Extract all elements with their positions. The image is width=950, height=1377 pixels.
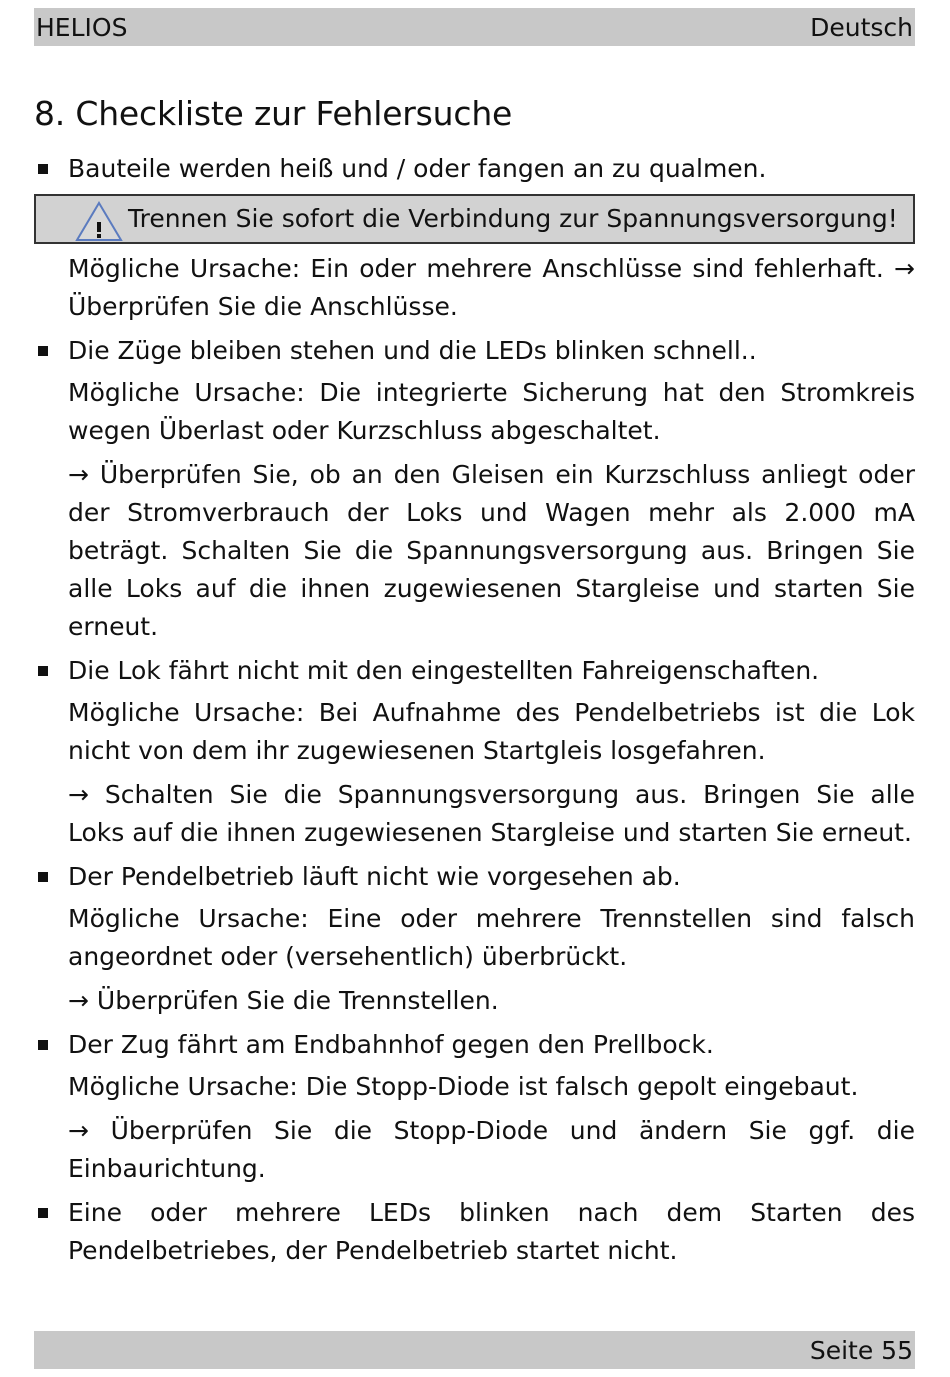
checklist-item <box>34 332 915 370</box>
bullet-square-icon <box>34 652 68 690</box>
bullet-square-icon <box>34 1026 68 1064</box>
item-cause: Mögliche Ursache: Eine oder mehrere Trennstellen sind falsch angeordnet oder (versehentlich) überbrückt. <box>68 904 915 971</box>
item-cause: Mögliche Ursache: Die Stopp-Diode ist falsch gepolt eingebaut. <box>68 1072 859 1101</box>
section-title: 8. Checkliste zur Fehlersuche <box>34 94 513 133</box>
item-symptom: Der Zug fährt am Endbahnhof gegen den Prellbock. <box>68 1030 714 1059</box>
warning-triangle-icon <box>74 200 124 242</box>
header-language: Deutsch <box>810 12 913 42</box>
page-number: Seite 55 <box>809 1335 913 1365</box>
bullet-square-icon <box>34 1194 68 1232</box>
item-symptom: Die Züge bleiben stehen und die LEDs blinken schnell.. <box>68 336 757 365</box>
item-symptom: Die Lok fährt nicht mit den eingestellten Fahreigenschaften. <box>68 656 820 685</box>
checklist-item <box>34 858 915 896</box>
page-header <box>34 8 915 46</box>
item-action: → Überprüfen Sie die Stopp-Diode und ändern Sie ggf. die Einbaurichtung. <box>68 1116 915 1183</box>
checklist-item <box>34 1194 915 1270</box>
item-action: → Überprüfen Sie die Trennstellen. <box>68 986 499 1015</box>
item-cause: Mögliche Ursache: Die integrierte Sicherung hat den Stromkreis wegen Überlast oder Kurzschluss abgeschaltet. <box>68 378 915 445</box>
item-action: → Überprüfen Sie, ob an den Gleisen ein Kurzschluss anliegt oder der Stromverbrauch der Loks und Wagen mehr als 2.000 mA beträgt. Schalten Sie die Spannungsversorgung aus. Bringen Sie alle Loks auf die ihnen zugewiesenen Stargleise und starten Sie erneut. <box>68 460 915 641</box>
item-action: → Schalten Sie die Spannungsversorgung aus. Bringen Sie alle Loks auf die ihnen zugewiesenen Stargleise und starten Sie erneut. <box>68 780 915 847</box>
checklist-item <box>34 1026 915 1064</box>
item-symptom: Bauteile werden heiß und / oder fangen an zu qualmen. <box>68 154 767 183</box>
bullet-square-icon <box>34 150 68 188</box>
item-symptom: Eine oder mehrere LEDs blinken nach dem Starten des Pendelbetriebes, der Pendelbetrieb startet nicht. <box>68 1198 915 1265</box>
item-cause: Mögliche Ursache: Ein oder mehrere Anschlüsse sind fehlerhaft. → Überprüfen Sie die Anschlüsse. <box>68 254 915 321</box>
item-symptom: Der Pendelbetrieb läuft nicht wie vorgesehen ab. <box>68 862 681 891</box>
checklist-item <box>34 150 915 188</box>
checklist-item <box>34 652 915 690</box>
page-footer <box>34 1331 915 1369</box>
checklist <box>34 150 915 1270</box>
header-brand: HELIOS <box>36 12 128 42</box>
bullet-square-icon <box>34 332 68 370</box>
warning-text: Trennen Sie sofort die Verbindung zur Spannungsversorgung! <box>128 204 898 233</box>
warning-box <box>34 194 915 244</box>
bullet-square-icon <box>34 858 68 896</box>
item-cause: Mögliche Ursache: Bei Aufnahme des Pendelbetriebs ist die Lok nicht von dem ihr zugewiesenen Startgleis losgefahren. <box>68 698 915 765</box>
